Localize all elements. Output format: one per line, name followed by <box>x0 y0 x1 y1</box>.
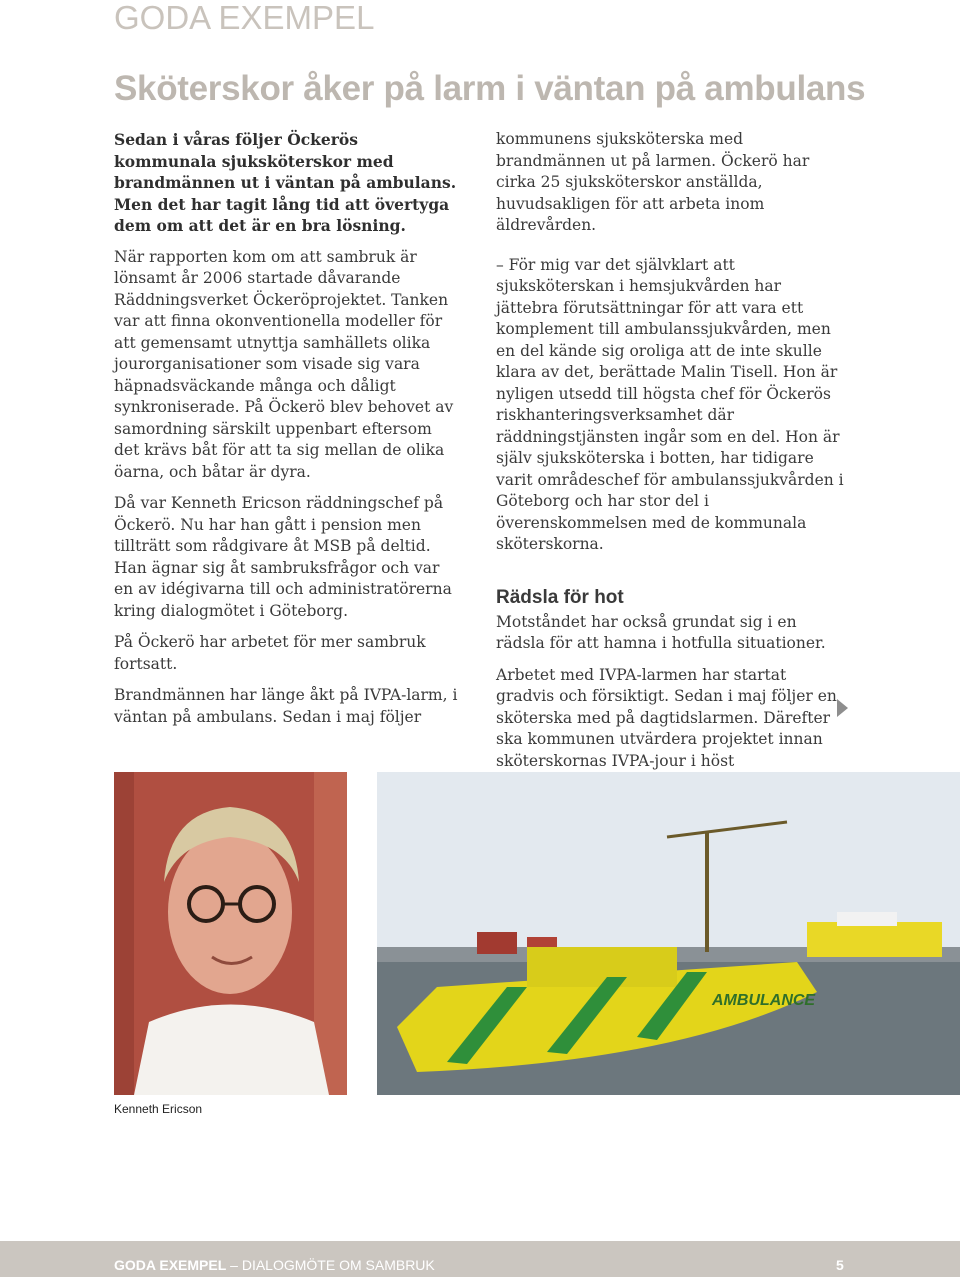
footer-title-rest: – DIALOGMÖTE OM SAMBRUK <box>226 1257 435 1273</box>
paragraph: Motståndet har också grundat sig i en rädsla för att hamna i hotfulla situationer. <box>496 612 826 652</box>
ambulance-boat-photo <box>377 772 960 1095</box>
paragraph: kommunens sjuksköterska med brandmännen ut på larmen. Öckerö har cirka 25 sjuksköterskor anställda, huvudsakligen för att arbeta inom äldrevården. <box>496 130 810 234</box>
paragraph: Då var Kenneth Ericson räddningschef på Öckerö. Nu har han gått i pension men tillträtt som rådgivare åt MSB på deltid. Han ägnar sig åt sambruksfrågor och var en av idégivarna till och administratörerna kring dialogmötet i Göteborg. <box>114 494 452 620</box>
page-number: 5 <box>836 1257 844 1273</box>
continue-arrow-icon <box>837 699 848 717</box>
paragraph: Brandmännen har länge åkt på IVPA-larm, i väntan på ambulans. Sedan i maj följer <box>114 686 458 726</box>
footer-title-bold: GODA EXEMPEL <box>114 1257 227 1273</box>
photo-caption: Kenneth Ericson <box>114 1102 203 1116</box>
paragraph: När rapporten kom om att sambruk är lönsamt år 2006 startade dåvarande Räddningsverket Öckeröprojektet. Tanken var att finna okonventionella modeller för att gemensamt utnyttja samhällets olika jourorganisationer som visade sig vara häpnadsväckande många och dåligt synkroniserade. På Öckerö blev behovet av samordning särskilt uppenbart eftersom det krävs båt för att ta sig mellan de olika öarna, och båtar är dyra. <box>114 247 454 481</box>
section-label: GODA EXEMPEL <box>114 0 375 36</box>
right-column <box>496 129 846 804</box>
ingress: Sedan i våras följer Öckerös kommunala sjuksköterskor med brandmännen ut i väntan på ambulans. Men det har tagit lång tid att övertyga dem om att det är en bra lösning. <box>114 130 457 235</box>
boat-label: AMBULANCE <box>712 992 816 1009</box>
paragraph: – För mig var det självklart att sjuksköterskan i hemsjukvården har jättebra förutsättningar för att vara ett komplement till ambulanssjukvården, men en del kände sig oroliga att de inte skulle klara av det, berättade Malin Tisell. Hon är nyligen utsedd till högsta chef för Öckerös riskhanteringsverksamhet där räddningstjänsten ingår som en del. Hon är själv sjuksköterska i botten, har tidigare varit områdeschef för ambulanssjukvården i Göteborg och har stor del i överenskommelsen med de kommunala sköterskorna. <box>496 255 844 553</box>
paragraph: På Öckerö har arbetet för mer sambruk fortsatt. <box>114 633 426 673</box>
paragraph: Arbetet med IVPA-larmen har startat gradvis och försiktigt. Sedan i maj följer en sköterska med på dagtidslarmen. Därefter ska kommunen utvärdera projektet innan sköterskornas IVPA-jour i höst <box>496 665 837 770</box>
portrait-photo <box>114 772 347 1095</box>
article-headline: Sköterskor åker på larm i väntan på ambulans <box>114 69 866 108</box>
portrait-illustration <box>114 772 347 1095</box>
subheading: Rädsla för hot <box>496 586 624 608</box>
boat-illustration <box>377 772 960 1095</box>
footer-title <box>114 1257 435 1273</box>
left-column <box>114 129 459 738</box>
